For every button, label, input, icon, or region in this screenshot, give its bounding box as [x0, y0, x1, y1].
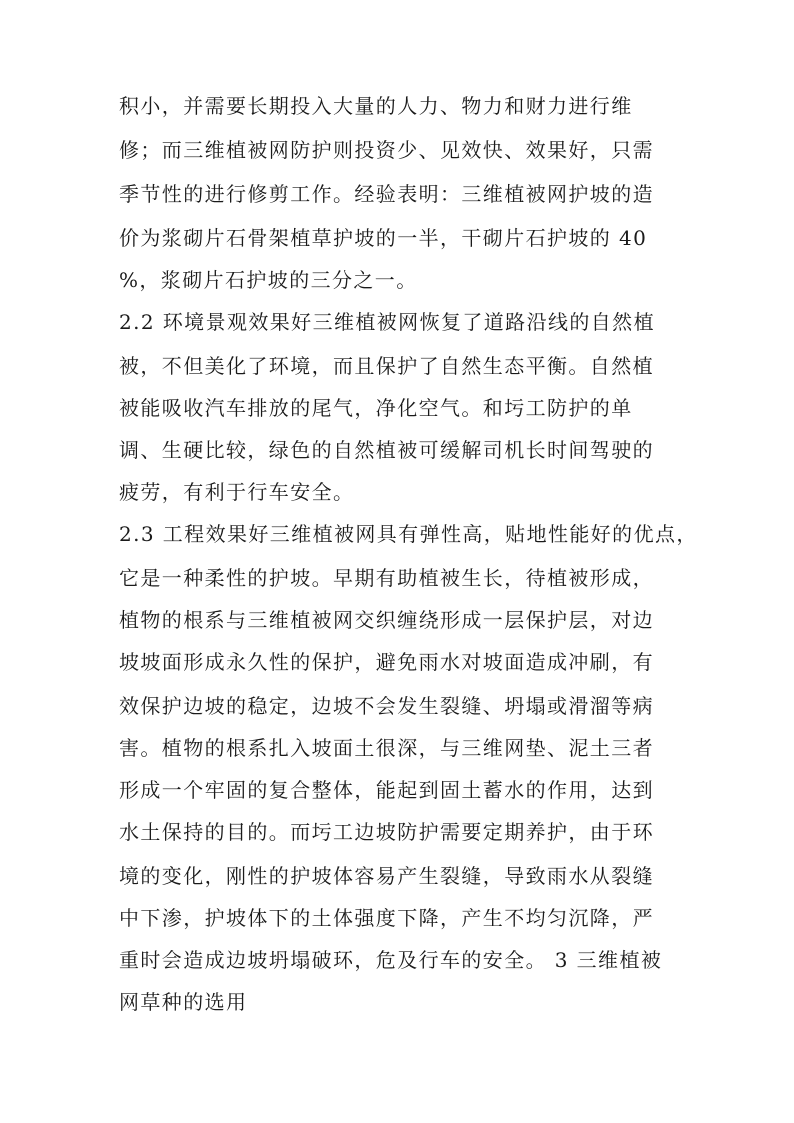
text-line: 调、生硬比较，绿色的自然植被可缓解司机长时间驾驶的	[119, 438, 654, 462]
section-heading-2-2-line: 2.2 环境景观效果好三维植被网恢复了道路沿线的自然植	[119, 310, 655, 334]
text-line: 形成一个牢固的复合整体，能起到固土蓄水的作用，达到	[119, 778, 654, 802]
text-line: 境的变化，刚性的护坡体容易产生裂缝，导致雨水从裂缝	[119, 864, 654, 888]
text-line: %，浆砌片石护坡的三分之一。	[119, 268, 418, 292]
text-line: 效保护边坡的稳定，边坡不会发生裂缝、坍塌或滑溜等病	[119, 694, 654, 718]
text-line: 水土保持的目的。而圬工边坡防护需要定期养护，由于环	[119, 820, 654, 844]
text-line: 被，不但美化了环境，而且保护了自然生态平衡。自然植	[119, 354, 654, 378]
text-line: 它是一种柔性的护坡。早期有助植被生长，待植被形成，	[119, 566, 654, 590]
text-line: 中下渗，护坡体下的土体强度下降，产生不均匀沉降，严	[119, 906, 654, 930]
section-heading-2-3-line: 2.3 工程效果好三维植被网具有弹性高，贴地性能好的优点，	[119, 522, 698, 546]
text-line: 害。植物的根系扎入坡面土很深，与三维网垫、泥土三者	[119, 736, 654, 760]
text-line: 植物的根系与三维植被网交织缠绕形成一层保护层，对边	[119, 608, 654, 632]
text-line: 坡坡面形成永久性的保护，避免雨水对坡面造成冲刷，有	[119, 650, 654, 674]
text-line: 被能吸收汽车排放的尾气，净化空气。和圬工防护的单	[119, 396, 633, 420]
text-line: 价为浆砌片石骨架植草护坡的一半，干砌片石护坡的 40	[119, 226, 648, 250]
text-line: 季节性的进行修剪工作。经验表明：三维植被网护坡的造	[119, 182, 654, 206]
text-line: 修；而三维植被网防护则投资少、见效快、效果好，只需	[119, 138, 654, 162]
text-line: 疲劳，有利于行车安全。	[119, 480, 355, 504]
section-heading-3-line: 网草种的选用	[119, 990, 248, 1014]
text-line: 重时会造成边坡坍塌破环，危及行车的安全。 3 三维植被	[119, 948, 663, 972]
text-line: 积小，并需要长期投入大量的人力、物力和财力进行维	[119, 94, 633, 118]
